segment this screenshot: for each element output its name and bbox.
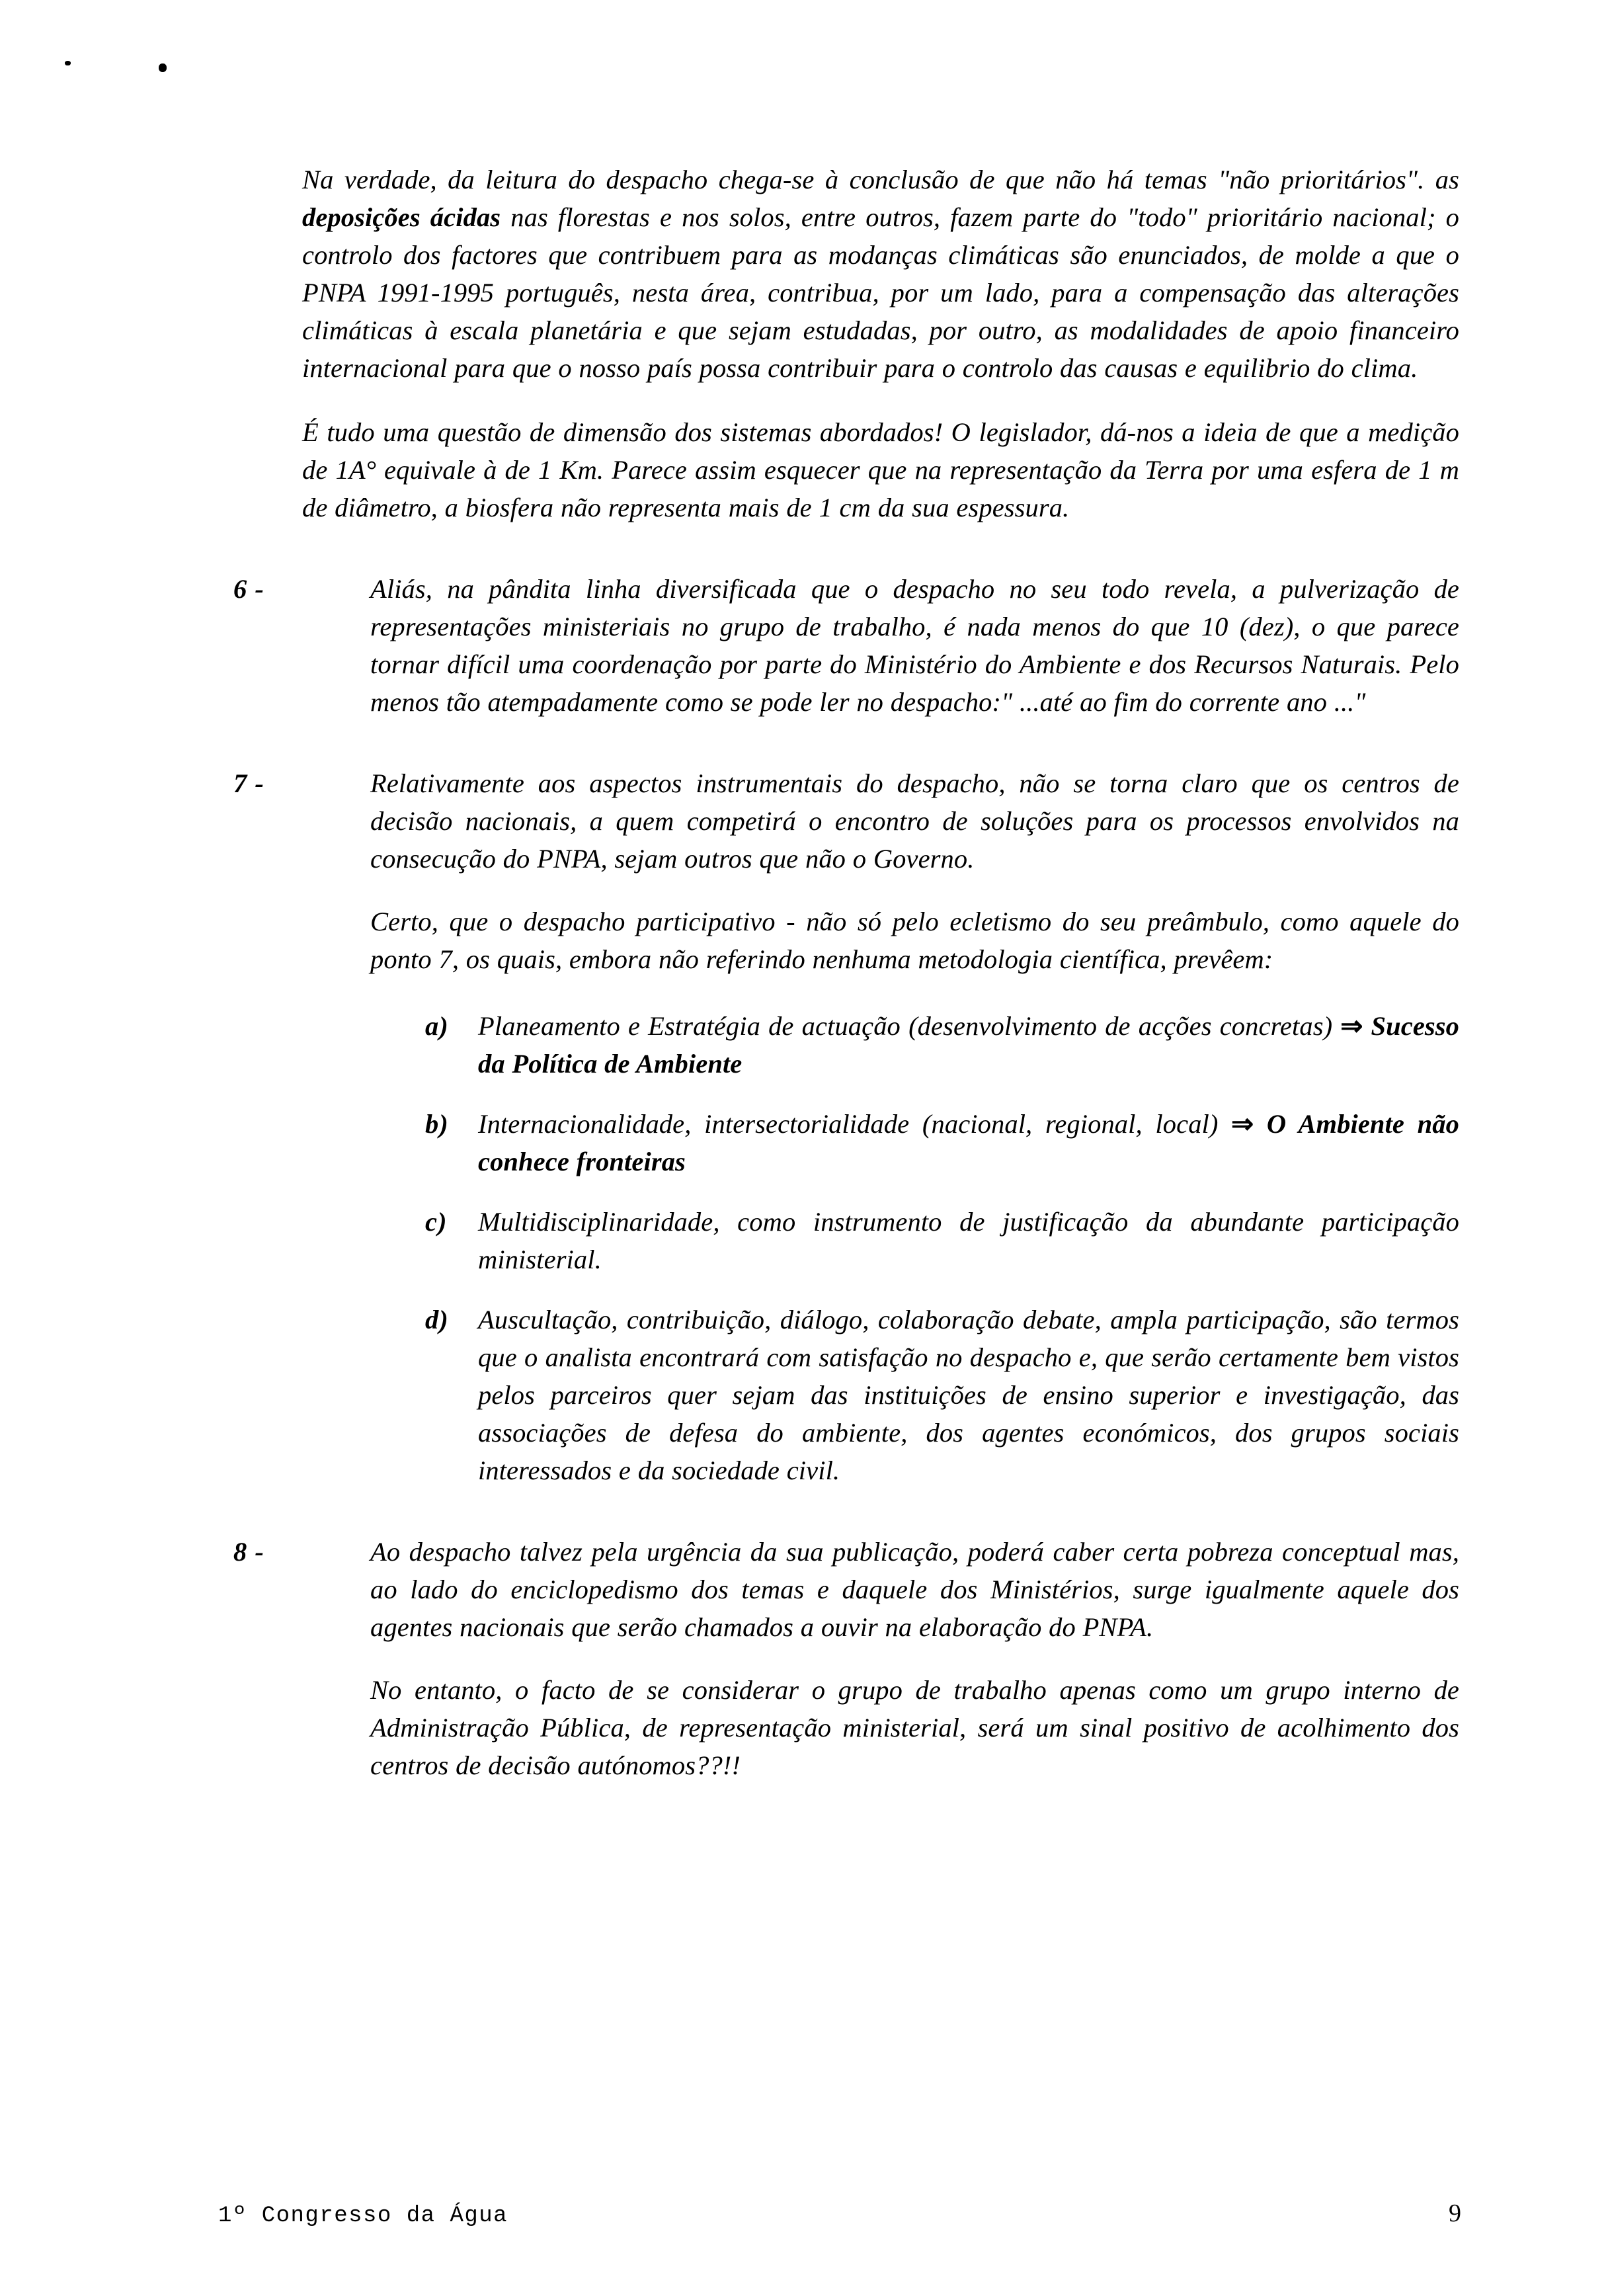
implies-arrow-icon: ⇒ — [1231, 1109, 1254, 1139]
intro-paragraph-1-after-bold: nas florestas e nos solos, entre outros, fazem parte do "todo" prioritário nacional; o controlo dos factores que contribuem para as modanças climáticas são enunciados, de molde a que o PNPA 1991-1995 português, nesta área, contribua, por um lado, para a compensação das alterações climáticas à escala planetária e que sejam estudadas, por outro, as modalidades de apoio financeiro internacional para que o nosso país possa contribuir para o controlo das causas e equilibrio do clima. — [302, 202, 1460, 383]
numbered-item-8 — [233, 1533, 1459, 1784]
sub-item-b — [425, 1105, 1459, 1180]
sub-item-b-bold: O Ambiente não conhece fronteiras — [478, 1109, 1459, 1176]
intro-paragraph-1-bold: deposições ácidas — [302, 202, 501, 232]
sub-item-b-lead: Internacionalidade, intersectorialidade (nacional, regional, local) — [478, 1109, 1232, 1139]
item-body-6 — [370, 570, 1459, 721]
sub-item-a — [425, 1007, 1459, 1083]
sub-item-marker-c: c) — [425, 1207, 448, 1237]
intro-paragraph-1-before-bold: Na verdade, da leitura do despacho chega-se à conclusão de que não há temas "não prioritários". as — [302, 165, 1459, 194]
sub-item-d-text: Auscultação, contribuição, diálogo, colaboração debate, ampla participação, são termos que o analista encontrará com satisfação no despacho e, que serão certamente bem vistos pelos parceiros quer sejam das instituições de ensino superior e investigação, das associações de defesa do ambiente, dos agentes económicos, dos grupos sociais interessados e da sociedade civil. — [478, 1305, 1459, 1485]
sub-item-c-text: Multidisciplinaridade, como instrumento de justificação da abundante participação ministerial. — [478, 1207, 1459, 1274]
sub-item-marker-d: d) — [425, 1305, 449, 1334]
sub-item-a-text — [478, 1007, 1459, 1083]
footer-conference-title: 1º Congresso da Água — [218, 2203, 508, 2229]
numbered-item-6 — [233, 570, 1459, 721]
item-7-paragraph-1: Relativamente aos aspectos instrumentais do despacho, não se torna claro que os centros de decisão nacionais, a quem competirá o encontro de soluções para os processos envolvidos na consecução do PNPA, sejam outros que não o Governo. — [370, 768, 1459, 874]
page-footer — [218, 2199, 1461, 2229]
sub-item-a-lead: Planeamento e Estratégia de actuação (desenvolvimento de acções concretas) — [478, 1011, 1341, 1041]
item-8-paragraph-2: No entanto, o facto de se considerar o grupo de trabalho apenas como um grupo interno de Administração Pública, de representação ministerial, será um sinal positivo de acolhimento dos centros de decisão autónomos??!! — [370, 1675, 1459, 1780]
scan-speck-icon — [65, 61, 71, 65]
item-7-paragraph-2: Certo, que o despacho participativo - não só pelo ecletismo do seu preâmbulo, como aquele do ponto 7, os quais, embora não referindo nenhuma metodologia científica, prevêem: — [370, 907, 1459, 974]
numbered-item-7 — [233, 764, 1460, 1489]
item-marker-8: 8 - — [233, 1537, 264, 1567]
item-8-paragraph-1: Ao despacho talvez pela urgência da sua publicação, poderá caber certa pobreza conceptual mas, ao lado do enciclopedismo dos temas e daquele dos Ministérios, surge igualmente aquele dos agentes nacionais que serão chamados a ouvir na elaboração do PNPA. — [370, 1537, 1459, 1642]
item-body-8 — [370, 1533, 1459, 1784]
sub-item-d — [425, 1301, 1459, 1489]
item-7-sub-list — [370, 1007, 1459, 1489]
sub-item-marker-b: b) — [425, 1109, 449, 1139]
page-number: 9 — [1449, 2199, 1461, 2227]
sub-item-a-bold: Sucesso da Política de Ambiente — [478, 1011, 1460, 1079]
page-content — [233, 161, 1460, 1784]
implies-arrow-icon: ⇒ — [1340, 1011, 1363, 1041]
item-marker-6: 6 - — [233, 574, 264, 604]
item-6-paragraph-1: Aliás, na pândita linha diversificada que o despacho no seu todo revela, a pulverização de representações ministeriais no grupo de trabalho, é nada menos do que 10 (dez), o que parece tornar difícil uma coordenação por parte do Ministério do Ambiente e dos Recursos Naturais. Pelo menos tão atempadamente como se pode ler no despacho:" ...até ao fim do corrente ano ..." — [370, 574, 1459, 717]
sub-item-marker-a: a) — [425, 1011, 449, 1041]
item-marker-7: 7 - — [233, 768, 264, 798]
sub-item-c — [425, 1203, 1459, 1278]
item-body-7 — [370, 764, 1459, 1489]
intro-paragraph-1 — [302, 161, 1459, 387]
scan-speck-icon — [159, 63, 167, 72]
intro-paragraph-2: É tudo uma questão de dimensão dos sistemas abordados! O legislador, dá-nos a ideia de que a medição de 1A° equivale à de 1 Km. Parece assim esquecer que na representação da Terra por uma esfera de 1 m de diâmetro, a biosfera não representa mais de 1 cm da sua espessura. — [302, 417, 1459, 522]
sub-item-b-text — [478, 1105, 1459, 1180]
